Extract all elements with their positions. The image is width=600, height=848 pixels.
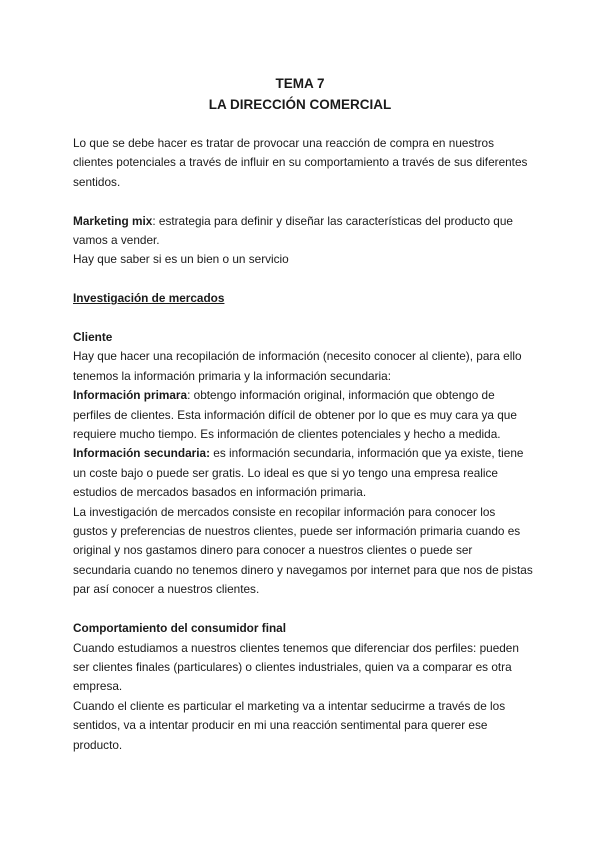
marketing-mix-definition: : estrategia para definir y diseñar las características del producto que vamos a vender. bbox=[73, 213, 513, 248]
document-title-number: TEMA 7 bbox=[275, 76, 325, 91]
informacion-secundaria-term: Información secundaria: bbox=[73, 446, 211, 461]
investigacion-heading bbox=[73, 289, 533, 308]
informacion-primaria-paragraph bbox=[73, 386, 533, 444]
intro-paragraph: Lo que se debe hacer es tratar de provocar una reacción de compra en nuestros clientes potenciales a través de influir en su comportamiento a través de sus diferentes sentidos. bbox=[73, 136, 528, 189]
cliente-heading bbox=[73, 328, 533, 347]
cliente-heading-text: Cliente bbox=[73, 330, 113, 345]
informacion-primaria-text: : obtengo información original, información que obtengo de perfiles de clientes. Esta información difícil de obtener por lo que es muy cara ya que requiere mucho tiempo. Es información de clientes potenciales y hecho a medida. bbox=[73, 388, 517, 442]
informacion-secundaria-text: es información secundaria, información que ya existe, tiene un coste bajo o puede ser gratis. Lo ideal es que si yo tengo una empresa realice estudios de mercados basados en información primaria. bbox=[73, 446, 524, 500]
spacer bbox=[73, 192, 533, 211]
marketing-mix-term: Marketing mix bbox=[73, 213, 153, 228]
spacer bbox=[73, 270, 533, 289]
investigacion-mercados-paragraph: La investigación de mercados consiste en recopilar información para conocer los gustos y preferencias de nuestros clientes, puede ser información primaria cuando es original y nos gastamos dinero para conocer a nuestros clientes o puede ser secundaria cuando no tenemos dinero y navegamos por internet para que nos de pistas par así conocer a nuestros clientes. bbox=[73, 504, 533, 597]
comportamiento-paragraph-2: Cuando el cliente es particular el marketing va a intentar seducirme a través de los sentidos, va a intentar producir en mi una reacción sentimental para querer ese producto. bbox=[73, 698, 506, 752]
comportamiento-paragraph-1: Cuando estudiamos a nuestros clientes tenemos que diferenciar dos perfiles: pueden ser clientes finales (particulares) o clientes industriales, quien va a comparar es otra empresa. bbox=[73, 640, 519, 694]
document-body bbox=[73, 134, 533, 755]
cliente-paragraph: Hay que hacer una recopilación de información (necesito conocer al cliente), para ello tenemos la información primaria y la información secundaria: bbox=[73, 349, 522, 383]
informacion-secundaria-paragraph bbox=[73, 444, 533, 502]
spacer bbox=[73, 600, 533, 619]
investigacion-heading-text: Investigación de mercados bbox=[73, 291, 225, 306]
document-title: LA DIRECCIÓN COMERCIAL bbox=[208, 97, 392, 112]
informacion-primaria-term: Información primara bbox=[73, 388, 188, 403]
marketing-mix-note: Hay que saber si es un bien o un servicio bbox=[73, 252, 289, 267]
spacer bbox=[73, 309, 533, 328]
comportamiento-heading-text: Comportamiento del consumidor final bbox=[73, 621, 287, 636]
marketing-mix-paragraph bbox=[73, 212, 533, 251]
comportamiento-heading bbox=[73, 619, 533, 638]
